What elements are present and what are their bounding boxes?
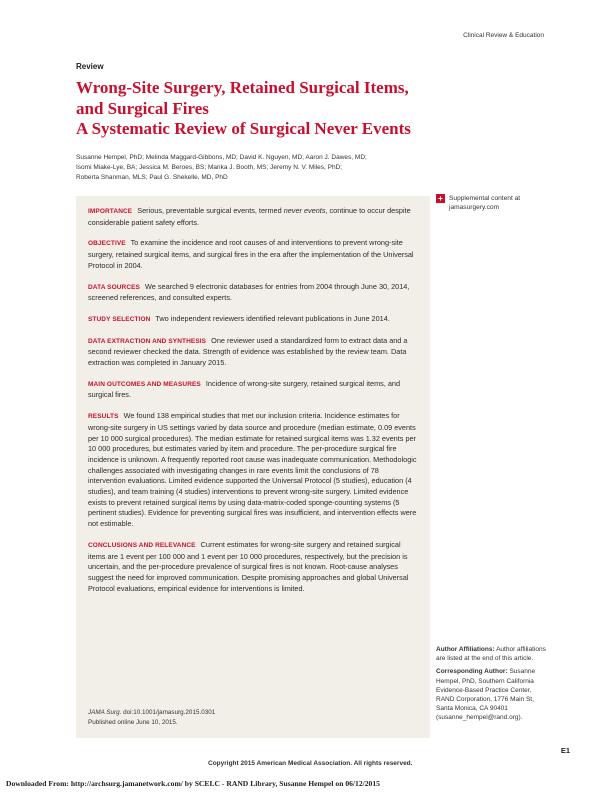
sidebar-notes — [436, 645, 548, 727]
abstract-data-extraction-label: DATA EXTRACTION AND SYNTHESIS — [88, 337, 207, 345]
article-type-label: Review — [76, 62, 104, 71]
abstract-importance-text-end: , continue to occur despite considerable patient safety efforts. — [88, 206, 411, 227]
citation-doi: . doi:10.1001/jamasurg.2015.0301 — [119, 709, 216, 716]
abstract-importance-label: IMPORTANCE — [88, 208, 133, 215]
abstract-study-selection — [88, 314, 418, 326]
plus-icon: + — [436, 194, 445, 203]
abstract-objective — [88, 238, 418, 271]
corresponding-author-label: Corresponding Author: — [436, 668, 508, 676]
abstract-results-text: We found 138 empirical studies that met our inclusion criteria. Incidence estimates for wrong-site surgery in US settings varied by data source and procedure (median estimate, 0.09 events per 10 000 surgical procedures). The median estimate for retained surgical items was 1.32 events per 10 000 procedures, but estimates varied by item and procedure. The per-procedure surgical fire incidence is unknown. A frequently reported root cause was inadequate communication. Methodologic challenges associated with investigating changes in rare events limit the conclusions of 78 intervention evaluations. Limited evidence supported the Universal Protocol (5 studies), education (4 studies), and team training (4 studies) interventions to prevent wrong-site surgery. Limited evidence exists to prevent retained surgical items by using data-matrix-coded sponge-counting systems (5 pertinent studies). Evidence for preventing surgical fires was insufficient, and intervention effects were not estimable. — [88, 411, 417, 529]
download-footer: Downloaded From: http://archsurg.jamanetwork.com/ by SCELC - RAND Library, Susanne Hempel on 06/12/2015 — [6, 779, 380, 788]
supplemental-content-text — [449, 194, 544, 212]
abstract-results — [88, 411, 418, 530]
abstract-main-outcomes — [88, 379, 418, 401]
abstract-importance-text: Serious, preventable surgical events, termed — [137, 206, 282, 215]
abstract-data-sources — [88, 282, 418, 304]
author-affiliations — [436, 645, 548, 663]
abstract-results-label: RESULTS — [88, 413, 119, 421]
supplemental-content-link[interactable]: at jamasurgery.com — [449, 195, 521, 212]
abstract-data-extraction-text: One reviewer used a standardized form to extract data and a second reviewer checked the data. Strength of evidence was established by the review team. Data extraction was completed in January 2015. — [88, 335, 408, 368]
abstract-conclusions — [88, 540, 418, 595]
abstract-main-outcomes-text: Incidence of wrong-site surgery, retained surgical items, and surgical fires. — [88, 378, 401, 400]
citation-doi-line — [88, 708, 215, 718]
abstract-conclusions-text: Current estimates for wrong-site surgery and retained surgical items are 1 event per 100 000 and 1 event per 10 000 procedures, respectively, but the precision is uncertain, and the per-procedure prevalence of surgical fires is not known. Root-cause analyses suggest the need for improved communication. Despite promising approaches and global Universal Protocol evaluations, empirical evidence for interventions is limited. — [88, 539, 409, 593]
abstract-objective-text: To examine the incidence and root causes of and interventions to prevent wrong-site surgery, retained surgical items, and surgical fires in the era after the implementation of the Universal Protocol in 2004. — [88, 238, 414, 270]
author-line-3: Roberta Shanman, MLS; Paul G. Shekelle, MD, PhD — [76, 173, 228, 181]
abstract-study-selection-text: Two independent reviewers identified relevant publications in June 2014. — [155, 313, 390, 323]
author-line-1: Susanne Hempel, PhD; Melinda Maggard-Gibbons, MD; David K. Nguyen, MD; Aaron J. Dawes, MD; — [76, 154, 367, 161]
title-line-1: Wrong-Site Surgery, Retained Surgical Items, — [76, 78, 409, 97]
abstract-conclusions-label: CONCLUSIONS AND RELEVANCE — [88, 541, 196, 549]
abstract-study-selection-label: STUDY SELECTION — [88, 315, 151, 323]
abstract-data-sources-text: We searched 9 electronic databases for entries from 2004 through June 30, 2014, screened references, and consulted experts. — [88, 281, 410, 303]
citation — [88, 708, 215, 727]
supplemental-content-label: Supplemental content — [449, 195, 513, 202]
copyright-notice: Copyright 2015 American Medical Association. All rights reserved. — [208, 760, 413, 767]
supplemental-content[interactable] — [436, 194, 546, 212]
author-line-2: Isomi Miake-Lye, BA; Jessica M. Beroes, BS; Marika J. Booth, MS; Jeremy N. V. Miles, PhD; — [76, 163, 343, 171]
abstract-data-sources-label: DATA SOURCES — [88, 283, 140, 291]
abstract-importance — [88, 206, 418, 228]
author-list — [76, 153, 406, 182]
article-title — [76, 78, 476, 140]
abstract-importance-emphasis: never events — [283, 206, 326, 215]
abstract-objective-label: OBJECTIVE — [88, 240, 126, 248]
citation-published: Published online June 10, 2015. — [88, 718, 178, 726]
citation-journal: JAMA Surg — [88, 709, 120, 716]
abstract-data-extraction — [88, 336, 418, 369]
title-line-2: and Surgical Fires — [76, 98, 209, 118]
abstract-main-outcomes-label: MAIN OUTCOMES AND MEASURES — [88, 380, 201, 388]
article-subtitle: A Systematic Review of Surgical Never Events — [76, 119, 411, 138]
corresponding-author-text: Susanne Hempel, PhD, Southern California Evidence-Based Practice Center, RAND Corporation, 1776 Main St, Santa Monica, CA 90401 (susanne_hempel@rand.org). — [436, 668, 536, 722]
author-affiliations-label: Author Affiliations: — [436, 646, 495, 653]
abstract-box — [76, 196, 430, 738]
page-number: E1 — [560, 746, 570, 755]
corresponding-author — [436, 667, 548, 722]
author-affiliations-text: Author affiliations are listed at the end of this article. — [436, 646, 546, 663]
section-header: Clinical Review & Education — [463, 32, 544, 39]
